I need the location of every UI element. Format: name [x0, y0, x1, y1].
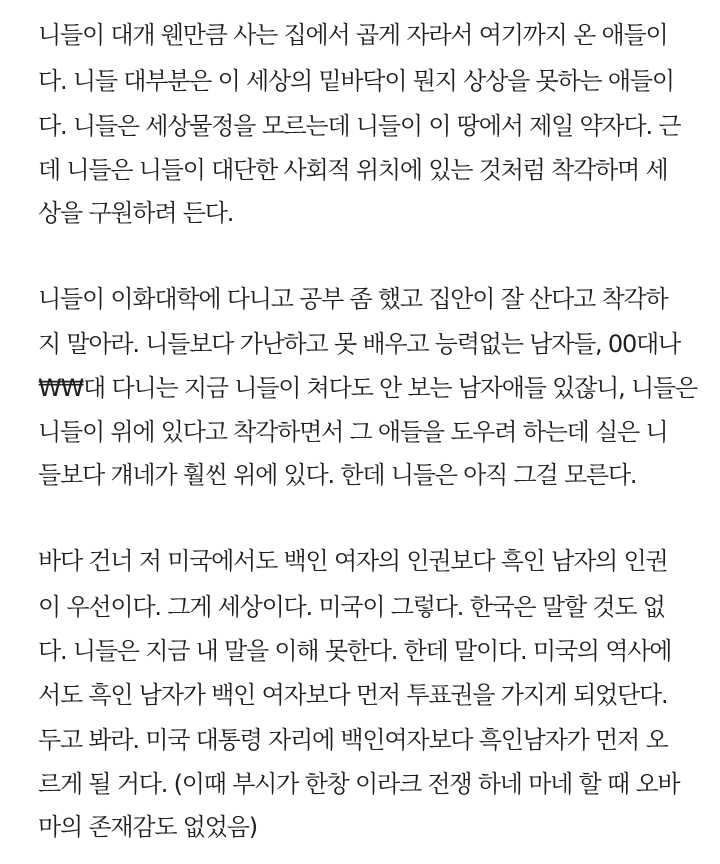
- text-line: 마의 존재감도 없었음): [38, 813, 257, 841]
- text-line: 서도 흑인 남자가 백인 여자보다 먼저 투표권을 가지게 되었단다.: [38, 681, 668, 709]
- text-line: 데 니들은 니들이 대단한 사회적 위치에 있는 것처럼 착각하며 세: [38, 156, 668, 184]
- text-line: 들보다 걔네가 훨씬 위에 있다. 한데 니들은 아직 그걸 모른다.: [38, 461, 637, 489]
- text-line: 르게 될 거다. (이때 부시가 한창 이라크 전쟁 하네 마네 할 때 오바: [38, 770, 680, 798]
- text-line: ₩₩대 다니는 지금 니들이 쳐다도 안 보는 남자애들 있잖니, 니들은: [38, 374, 697, 402]
- text-line: 니들이 위에 있다고 착각하면서 그 애들을 도우려 하는데 실은 니: [38, 418, 668, 446]
- text-line: 니들이 대개 웬만큼 사는 집에서 곱게 자라서 여기까지 온 애들이: [38, 21, 668, 49]
- text-line: 두고 봐라. 미국 대통령 자리에 백인여자보다 흑인남자가 먼저 오: [38, 726, 668, 754]
- text-line: 바다 건너 저 미국에서도 백인 여자의 인권보다 흑인 남자의 인권: [38, 547, 668, 575]
- text-line: 다. 니들은 세상물정을 모르는데 니들이 이 땅에서 제일 약자다. 근: [38, 112, 681, 140]
- text-line: 상을 구원하려 든다.: [38, 199, 234, 227]
- text-line: 다. 니들은 지금 내 말을 이해 못한다. 한데 말이다. 미국의 역사에: [38, 637, 672, 665]
- text-line: 다. 니들 대부분은 이 세상의 밑바닥이 뭔지 상상을 못하는 애들이: [38, 67, 674, 95]
- text-line: 니들이 이화대학에 다니고 공부 좀 했고 집안이 잘 산다고 착각하: [38, 285, 668, 313]
- text-line: 지 말아라. 니들보다 가난하고 못 배우고 능력없는 남자들, 00대나: [38, 330, 681, 358]
- text-line: 이 우선이다. 그게 세상이다. 미국이 그렇다. 한국은 말할 것도 없: [38, 593, 665, 621]
